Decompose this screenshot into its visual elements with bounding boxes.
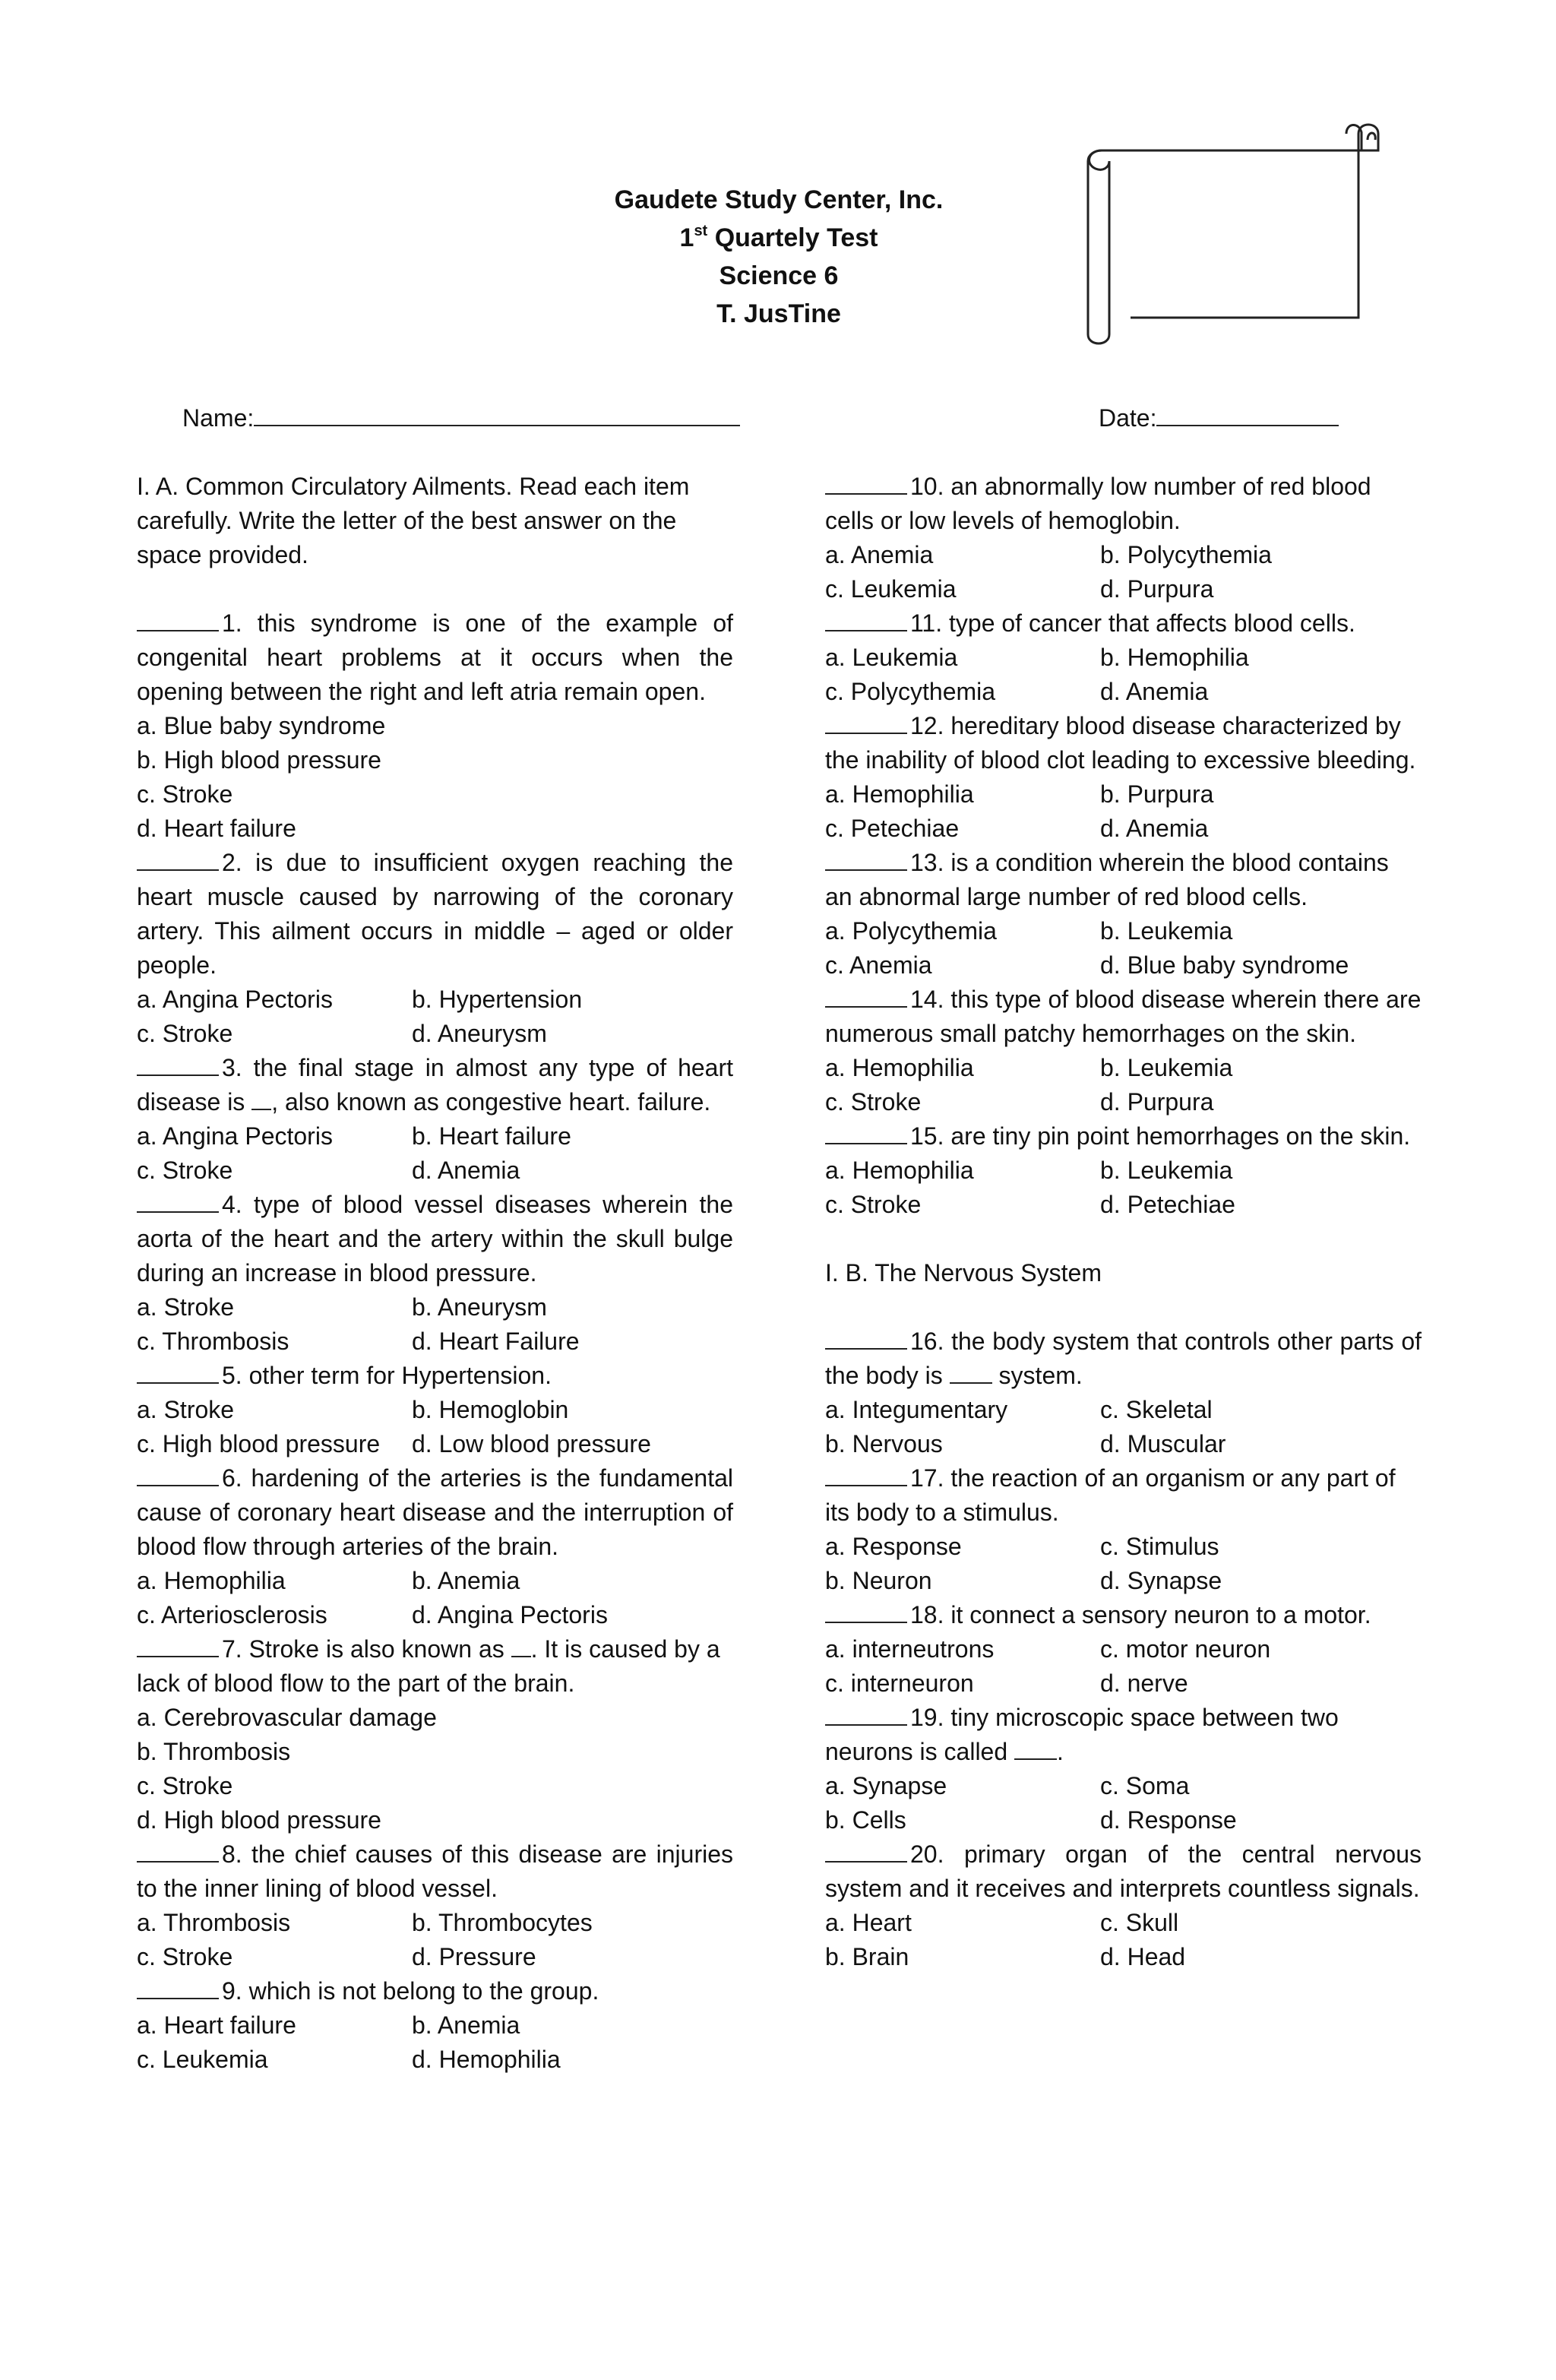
date-label: Date:	[1099, 404, 1157, 432]
option: d. nerve	[1100, 1669, 1188, 1697]
option: d. Purpura	[1100, 1088, 1214, 1116]
options-row	[825, 1940, 1422, 1974]
options-row	[137, 2008, 733, 2043]
options-row	[137, 1119, 733, 1154]
option: b. Anemia	[412, 1567, 520, 1594]
option: a. Angina Pectoris	[137, 986, 333, 1013]
option: b. Hemoglobin	[412, 1396, 569, 1423]
answer-blank[interactable]	[825, 710, 907, 734]
options-row	[137, 1598, 733, 1632]
option: a. Hemophilia	[825, 1157, 974, 1184]
option: a. Integumentary	[825, 1396, 1008, 1423]
option: d. Low blood pressure	[412, 1430, 651, 1457]
option: b. Aneurysm	[412, 1293, 547, 1321]
instructions: I. A. Common Circulatory Ailments. Read each item carefully. Write the letter of the best answer on the space provided.	[137, 473, 690, 568]
options-row	[825, 572, 1422, 606]
question-18: 18. it connect a sensory neuron to a motor.	[825, 1598, 1422, 1632]
options-row	[825, 1085, 1422, 1119]
option: b. Heart failure	[412, 1122, 571, 1150]
options-row	[825, 812, 1422, 846]
options-row	[825, 1666, 1422, 1701]
option: b. Nervous	[825, 1430, 943, 1457]
options-row	[137, 1290, 733, 1325]
option: b. Purpura	[1100, 780, 1214, 808]
option: a. Stroke	[137, 1396, 235, 1423]
option: c. Polycythemia	[825, 678, 996, 705]
option: c. Skull	[1100, 1909, 1179, 1936]
option: d. Anemia	[412, 1157, 520, 1184]
option: b. Anemia	[412, 2011, 520, 2039]
options-row	[137, 1325, 733, 1359]
inline-blank	[950, 1359, 992, 1384]
answer-blank[interactable]	[825, 1838, 907, 1863]
options-row	[825, 914, 1422, 948]
answer-blank[interactable]	[137, 607, 219, 631]
option: b. Leukemia	[1100, 1157, 1233, 1184]
options-row	[825, 777, 1422, 812]
option: a. Leukemia	[825, 644, 958, 671]
question-7: 7. Stroke is also known as . It is caused by a lack of blood flow to the part of the brain.	[137, 1632, 733, 1701]
question-1: 1. this syndrome is one of the example of congenital heart problems at it occurs when the opening between the right and left atria remain open.	[137, 606, 733, 709]
options-row	[825, 641, 1422, 675]
options-row	[825, 1427, 1422, 1461]
option: a. Cerebrovascular damage	[137, 1704, 437, 1731]
question-4: 4. type of blood vessel diseases wherein the aorta of the heart and the artery within the skull bulge during an increase in blood pressure.	[137, 1188, 733, 1290]
option: d. Aneurysm	[412, 1020, 547, 1047]
option: a. Heart	[825, 1909, 912, 1936]
option: d. Anemia	[1100, 815, 1209, 842]
answer-blank[interactable]	[825, 1701, 907, 1726]
option: a. Anemia	[825, 541, 934, 568]
option: c. Thrombosis	[137, 1328, 289, 1355]
options-row	[825, 1154, 1422, 1188]
answer-blank[interactable]	[137, 1838, 219, 1863]
option: c. Stroke	[137, 1772, 233, 1799]
option: d. Muscular	[1100, 1430, 1226, 1457]
answer-blank[interactable]	[137, 1188, 219, 1213]
options-row	[137, 1564, 733, 1598]
question-10: 10. an abnormally low number of red blood cells or low levels of hemoglobin.	[825, 470, 1422, 538]
options-row	[137, 1154, 733, 1188]
option: b. Polycythemia	[1100, 541, 1272, 568]
question-14: 14. this type of blood disease wherein there are numerous small patchy hemorrhages on the skin.	[825, 983, 1422, 1051]
question-6: 6. hardening of the arteries is the fundamental cause of coronary heart disease and the interruption of blood flow through arteries of the brain.	[137, 1461, 733, 1564]
test-header	[532, 181, 1026, 333]
answer-blank[interactable]	[137, 1975, 219, 1999]
option: a. Response	[825, 1533, 962, 1560]
question-9: 9. which is not belong to the group.	[137, 1974, 733, 2008]
options-row	[137, 1940, 733, 1974]
option: d. Pressure	[412, 1943, 536, 1970]
option: a. Thrombosis	[137, 1909, 291, 1936]
answer-blank[interactable]	[825, 470, 907, 495]
option: c. Leukemia	[825, 575, 957, 603]
section-heading: I. B. The Nervous System	[825, 1259, 1102, 1287]
question-13: 13. is a condition wherein the blood contains an abnormal large number of red blood cells.	[825, 846, 1422, 914]
options-row	[825, 538, 1422, 572]
options-row	[825, 1906, 1422, 1940]
option: b. Brain	[825, 1943, 909, 1970]
inline-blank	[251, 1086, 271, 1110]
question-5: 5. other term for Hypertension.	[137, 1359, 733, 1393]
question-11: 11. type of cancer that affects blood cells.	[825, 606, 1422, 641]
answer-blank[interactable]	[825, 1599, 907, 1623]
option: b. High blood pressure	[137, 746, 381, 774]
answer-blank[interactable]	[137, 847, 219, 871]
options-row	[825, 1632, 1422, 1666]
left-column	[137, 470, 733, 2077]
option: a. interneutrons	[825, 1635, 995, 1663]
question-8: 8. the chief causes of this disease are injuries to the inner lining of blood vessel.	[137, 1837, 733, 1906]
question-3: 3. the final stage in almost any type of heart disease is , also known as congestive heart. failure.	[137, 1051, 733, 1119]
option: d. Blue baby syndrome	[1100, 951, 1349, 979]
option: c. Stroke	[137, 780, 233, 808]
name-blank[interactable]	[254, 402, 740, 426]
options-row	[137, 2043, 733, 2077]
name-label: Name:	[182, 404, 255, 432]
inline-blank	[511, 1633, 531, 1657]
options-row	[825, 948, 1422, 983]
options-row	[825, 1188, 1422, 1222]
option: d. Hemophilia	[412, 2046, 561, 2073]
options-row	[825, 1564, 1422, 1598]
option: d. Angina Pectoris	[412, 1601, 608, 1628]
inline-blank	[1014, 1736, 1057, 1760]
question-15: 15. are tiny pin point hemorrhages on the skin.	[825, 1119, 1422, 1154]
answer-blank[interactable]	[825, 847, 907, 871]
option: b. Hypertension	[412, 986, 583, 1013]
option: c. Stroke	[137, 1157, 233, 1184]
answer-blank[interactable]	[825, 1462, 907, 1486]
option: a. Blue baby syndrome	[137, 712, 386, 739]
options-row	[137, 1393, 733, 1427]
option: c. Skeletal	[1100, 1396, 1213, 1423]
option: c. motor neuron	[1100, 1635, 1271, 1663]
teacher: T. JusTine	[716, 299, 841, 328]
answer-blank[interactable]	[825, 1325, 907, 1350]
option: d. Heart Failure	[412, 1328, 580, 1355]
option: a. Hemophilia	[825, 780, 974, 808]
option: d. Heart failure	[137, 815, 296, 842]
date-field[interactable]	[1099, 401, 1339, 435]
question-19: 19. tiny microscopic space between two neurons is called .	[825, 1701, 1422, 1769]
options-row	[825, 1393, 1422, 1427]
option: b. Thrombocytes	[412, 1909, 593, 1936]
test-ordinal: 1	[679, 223, 694, 252]
option: a. Stroke	[137, 1293, 235, 1321]
option: a. Synapse	[825, 1772, 947, 1799]
right-column	[825, 470, 1422, 1974]
question-20: 20. primary organ of the central nervous system and it receives and interprets countless signals.	[825, 1837, 1422, 1906]
options-row	[825, 1530, 1422, 1564]
option: c. Stroke	[137, 1943, 233, 1970]
option: c. Leukemia	[137, 2046, 268, 2073]
options-row	[137, 1906, 733, 1940]
options-row	[825, 1803, 1422, 1837]
option: a. Hemophilia	[137, 1567, 286, 1594]
option: c. Stimulus	[1100, 1533, 1219, 1560]
option: b. Leukemia	[1100, 917, 1233, 945]
option: b. Thrombosis	[137, 1738, 291, 1765]
option: b. Leukemia	[1100, 1054, 1233, 1081]
options-row	[825, 675, 1422, 709]
options-row	[825, 1769, 1422, 1803]
answer-blank[interactable]	[825, 1120, 907, 1144]
subject: Science 6	[719, 261, 839, 290]
option: a. Hemophilia	[825, 1054, 974, 1081]
option: d. Purpura	[1100, 575, 1214, 603]
test-name: Quartely Test	[714, 223, 878, 252]
option: b. Neuron	[825, 1567, 932, 1594]
option: c. Stroke	[137, 1020, 233, 1047]
option: a. Angina Pectoris	[137, 1122, 333, 1150]
option: c. High blood pressure	[137, 1430, 381, 1457]
option: a. Polycythemia	[825, 917, 997, 945]
answer-blank[interactable]	[137, 1462, 219, 1486]
answer-blank[interactable]	[825, 607, 907, 631]
option: c. interneuron	[825, 1669, 974, 1697]
option: b. Cells	[825, 1806, 906, 1834]
test-title	[532, 219, 1026, 257]
option: c. Petechiae	[825, 815, 960, 842]
option: c. Anemia	[825, 951, 932, 979]
option: d. Anemia	[1100, 678, 1209, 705]
school-name: Gaudete Study Center, Inc.	[614, 185, 944, 214]
question-16: 16. the body system that controls other parts of the body is system.	[825, 1325, 1422, 1393]
question-12: 12. hereditary blood disease characterized by the inability of blood clot leading to excessive bleeding.	[825, 709, 1422, 777]
answer-blank[interactable]	[137, 1052, 219, 1076]
option: c. Soma	[1100, 1772, 1190, 1799]
option: d. Response	[1100, 1806, 1237, 1834]
options-row	[137, 1017, 733, 1051]
question-2: 2. is due to insufficient oxygen reaching the heart muscle caused by narrowing of the coronary artery. This ailment occurs in middle – aged or older people.	[137, 846, 733, 983]
options-row	[137, 1427, 733, 1461]
option: d. High blood pressure	[137, 1806, 381, 1834]
options-row	[825, 1051, 1422, 1085]
option: a. Heart failure	[137, 2011, 296, 2039]
score-scroll-icon	[1079, 114, 1390, 350]
option: d. Petechiae	[1100, 1191, 1235, 1218]
options-row	[137, 983, 733, 1017]
question-17: 17. the reaction of an organism or any part of its body to a stimulus.	[825, 1461, 1422, 1530]
option: d. Synapse	[1100, 1567, 1222, 1594]
option: c. Stroke	[825, 1088, 922, 1116]
answer-blank[interactable]	[825, 983, 907, 1008]
option: c. Arteriosclerosis	[137, 1601, 327, 1628]
answer-blank[interactable]	[137, 1359, 219, 1384]
date-blank[interactable]	[1156, 402, 1339, 426]
answer-blank[interactable]	[137, 1633, 219, 1657]
option: d. Head	[1100, 1943, 1186, 1970]
test-ordinal-suffix: st	[694, 223, 708, 239]
option: c. Stroke	[825, 1191, 922, 1218]
option: b. Hemophilia	[1100, 644, 1249, 671]
name-field[interactable]	[182, 401, 740, 435]
